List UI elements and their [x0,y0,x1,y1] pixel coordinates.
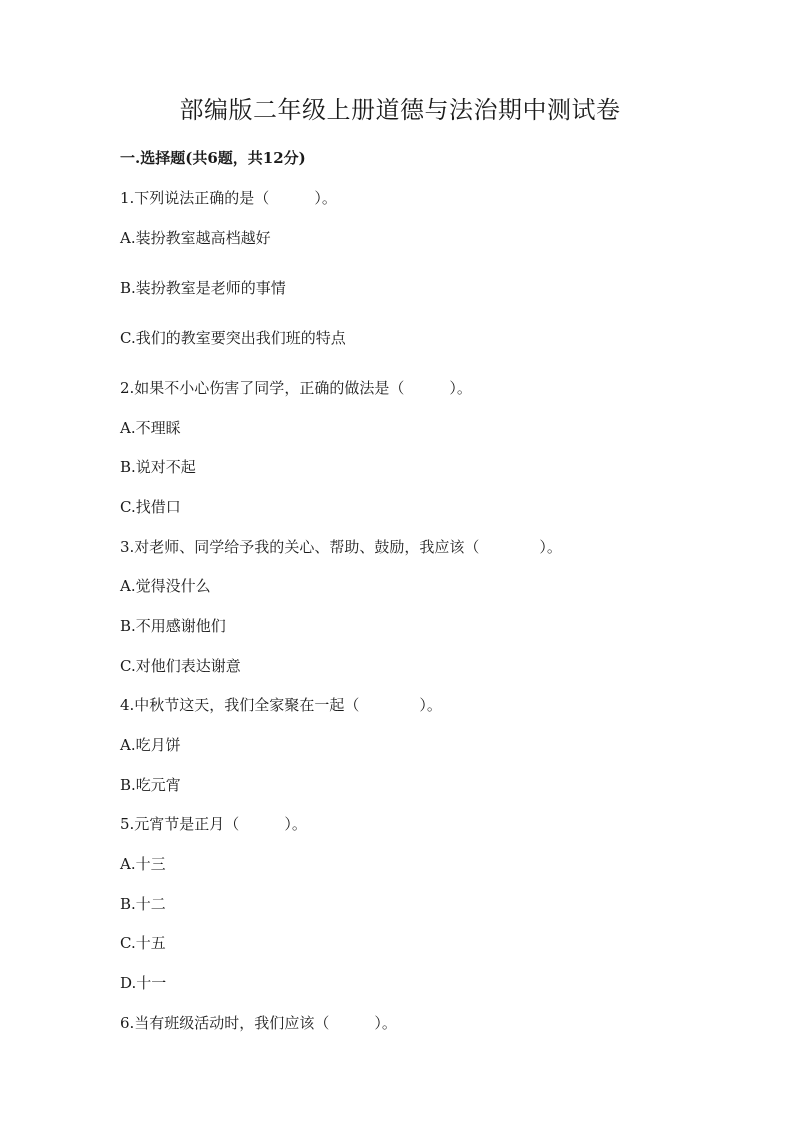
section-heading: 一.选择题(共6题，共12分) [120,149,306,167]
question-2-option-b: B.说对不起 [120,458,196,476]
page-title: 部编版二年级上册道德与法治期中测试卷 [179,96,621,124]
question-3-option-b: B.不用感谢他们 [120,617,226,635]
question-2-option-a: A.不理睬 [120,419,181,437]
question-1: 1.下列说法正确的是（ ）。 [120,189,337,207]
question-4-option-a: A.吃月饼 [120,736,181,754]
question-5-option-a: A.十三 [120,855,166,873]
question-5-option-b: B.十二 [120,895,166,913]
question-3: 3.对老师、同学给予我的关心、帮助、鼓励，我应该（ ）。 [120,538,562,556]
question-1-option-c: C.我们的教室要突出我们班的特点 [120,329,346,347]
question-4-option-b: B.吃元宵 [120,776,181,794]
question-5-option-d: D.十一 [120,974,167,992]
question-3-option-a: A.觉得没什么 [120,577,211,595]
question-6: 6.当有班级活动时，我们应该（ ）。 [120,1014,397,1032]
question-5: 5.元宵节是正月（ ）。 [120,815,307,833]
question-3-option-c: C.对他们表达谢意 [120,657,241,675]
question-1-option-b: B.装扮教室是老师的事情 [120,279,286,297]
question-2-option-c: C.找借口 [120,498,181,516]
question-5-option-c: C.十五 [120,934,166,952]
question-1-option-a: A.装扮教室越高档越好 [120,229,271,247]
question-4: 4.中秋节这天，我们全家聚在一起（ ）。 [120,696,442,714]
question-2: 2.如果不小心伤害了同学，正确的做法是（ ）。 [120,379,472,397]
